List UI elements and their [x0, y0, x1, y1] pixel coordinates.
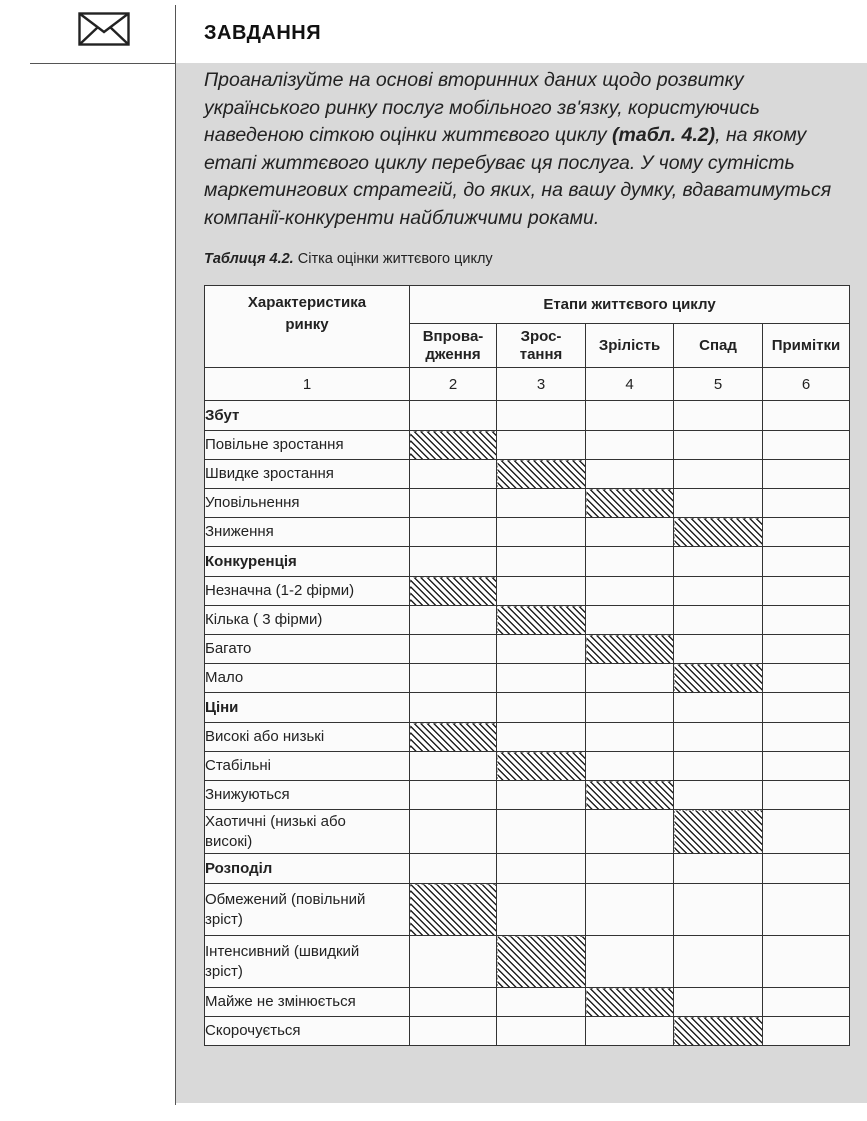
stage-cell: [497, 1017, 586, 1046]
stage-cell: [763, 781, 850, 810]
stage-cell: [763, 518, 850, 547]
empty-cell: [674, 401, 763, 431]
stage-cell: [497, 577, 586, 606]
stage-cell: [763, 988, 850, 1017]
stage-cell: [410, 489, 497, 518]
stage-cell: [763, 460, 850, 489]
hatched-stage-cell: [674, 1017, 763, 1046]
column-number: 4: [586, 368, 674, 401]
left-horizontal-rule: [30, 63, 175, 64]
section-title: Конкуренція: [205, 547, 410, 577]
row-label: Майже не змінюється: [205, 988, 410, 1017]
stage-cell: [410, 518, 497, 547]
task-text: [204, 67, 850, 232]
stage-cell: [586, 884, 674, 936]
hatched-stage-cell: [410, 723, 497, 752]
stage-cell: [674, 635, 763, 664]
empty-cell: [586, 693, 674, 723]
stage-cell: [763, 1017, 850, 1046]
row-label: Скорочується: [205, 1017, 410, 1046]
stage-cell: [586, 936, 674, 988]
stage-cell: [410, 988, 497, 1017]
stage-cell: [410, 810, 497, 854]
task-text-part-2: , на якому етапі життєвого циклу перебуває ця послуга. У чому сутність маркетингових стратегій, до яких, на вашу думку, вдаватимуться компанії-конкуренти найближчими роками.: [204, 124, 832, 229]
section-title: Розподіл: [205, 854, 410, 884]
empty-cell: [763, 854, 850, 884]
stage-cell: [674, 460, 763, 489]
stage-cell: [410, 1017, 497, 1046]
hatched-stage-cell: [586, 781, 674, 810]
lifecycle-grid-table: [204, 285, 850, 1046]
stage-cell: [586, 1017, 674, 1046]
stage-cell: [497, 884, 586, 936]
column-header-characteristic: Характеристика ринку: [205, 286, 410, 368]
task-text-part-1: Проаналізуйте на основі вторинних даних щодо розвитку українського ринку послуг мобільного зв'язку, користуючись наведеною сіткою оцінки життєвого циклу: [204, 69, 760, 146]
stage-cell: [674, 988, 763, 1017]
row-label: Незначна (1-2 фірми): [205, 577, 410, 606]
section-title: Ціни: [205, 693, 410, 723]
empty-cell: [410, 401, 497, 431]
stage-cell: [674, 431, 763, 460]
table-caption-text: Сітка оцінки життєвого циклу: [293, 251, 493, 267]
hatched-stage-cell: [586, 489, 674, 518]
hatched-stage-cell: [497, 460, 586, 489]
empty-cell: [674, 693, 763, 723]
column-number: 5: [674, 368, 763, 401]
row-label: Стабільні: [205, 752, 410, 781]
empty-cell: [410, 547, 497, 577]
stage-cell: [763, 577, 850, 606]
stage-cell: [497, 988, 586, 1017]
empty-cell: [586, 854, 674, 884]
stage-cell: [763, 936, 850, 988]
stage-cell: [674, 936, 763, 988]
task-table-reference: (табл. 4.2): [612, 124, 716, 146]
hatched-stage-cell: [497, 752, 586, 781]
stage-header: Примітки: [763, 324, 850, 368]
row-label: Багато: [205, 635, 410, 664]
empty-cell: [763, 547, 850, 577]
empty-cell: [674, 547, 763, 577]
hatched-stage-cell: [410, 431, 497, 460]
row-label: Інтенсивний (швидкий зріст): [205, 936, 410, 988]
stage-cell: [674, 577, 763, 606]
stage-cell: [410, 664, 497, 693]
empty-cell: [497, 854, 586, 884]
stage-cell: [497, 431, 586, 460]
row-label: Зниження: [205, 518, 410, 547]
row-label: Мало: [205, 664, 410, 693]
empty-cell: [410, 693, 497, 723]
row-label: Уповільнення: [205, 489, 410, 518]
stage-cell: [763, 489, 850, 518]
stage-header: Зрос-тання: [497, 324, 586, 368]
stage-cell: [497, 518, 586, 547]
stage-cell: [497, 635, 586, 664]
hatched-stage-cell: [674, 518, 763, 547]
stage-cell: [410, 606, 497, 635]
hatched-stage-cell: [497, 606, 586, 635]
stage-cell: [410, 460, 497, 489]
stage-cell: [497, 664, 586, 693]
stage-cell: [586, 664, 674, 693]
hatched-stage-cell: [586, 988, 674, 1017]
empty-cell: [497, 401, 586, 431]
stage-cell: [586, 752, 674, 781]
stage-cell: [586, 606, 674, 635]
empty-cell: [497, 547, 586, 577]
stage-cell: [763, 664, 850, 693]
table-caption: [204, 251, 493, 267]
stage-cell: [410, 752, 497, 781]
stage-cell: [674, 489, 763, 518]
table-caption-label: Таблиця 4.2.: [204, 251, 294, 267]
row-label: Кілька ( 3 фірми): [205, 606, 410, 635]
stage-cell: [586, 431, 674, 460]
stage-cell: [763, 752, 850, 781]
stage-cell: [674, 884, 763, 936]
empty-cell: [674, 854, 763, 884]
empty-cell: [497, 693, 586, 723]
hatched-stage-cell: [674, 810, 763, 854]
stage-cell: [763, 606, 850, 635]
hatched-stage-cell: [674, 664, 763, 693]
stage-cell: [763, 810, 850, 854]
stage-cell: [763, 723, 850, 752]
stage-cell: [497, 810, 586, 854]
row-label: Високі або низькі: [205, 723, 410, 752]
hatched-stage-cell: [410, 884, 497, 936]
stage-cell: [586, 810, 674, 854]
stage-cell: [674, 606, 763, 635]
stage-cell: [674, 723, 763, 752]
hatched-stage-cell: [410, 577, 497, 606]
stage-cell: [674, 781, 763, 810]
stage-cell: [586, 518, 674, 547]
section-heading: ЗАВДАННЯ: [204, 22, 322, 44]
column-number: 1: [205, 368, 410, 401]
empty-cell: [763, 693, 850, 723]
stage-cell: [586, 460, 674, 489]
stage-cell: [674, 752, 763, 781]
stage-cell: [497, 781, 586, 810]
envelope-icon: [78, 12, 130, 46]
column-number: 3: [497, 368, 586, 401]
stage-cell: [410, 936, 497, 988]
stage-cell: [763, 884, 850, 936]
stage-cell: [586, 723, 674, 752]
empty-cell: [586, 547, 674, 577]
stage-cell: [763, 635, 850, 664]
row-label: Хаотичні (низькі або високі): [205, 810, 410, 854]
stage-cell: [497, 489, 586, 518]
stage-cell: [410, 635, 497, 664]
row-label: Знижуються: [205, 781, 410, 810]
row-label: Швидке зростання: [205, 460, 410, 489]
section-title: Збут: [205, 401, 410, 431]
stage-cell: [497, 723, 586, 752]
hatched-stage-cell: [586, 635, 674, 664]
row-label: Обмежений (повільний зріст): [205, 884, 410, 936]
row-label: Повільне зростання: [205, 431, 410, 460]
stage-header: Зрілість: [586, 324, 674, 368]
stage-cell: [586, 577, 674, 606]
empty-cell: [763, 401, 850, 431]
hatched-stage-cell: [497, 936, 586, 988]
stage-cell: [763, 431, 850, 460]
empty-cell: [586, 401, 674, 431]
column-number: 2: [410, 368, 497, 401]
column-group-header: Етапи життєвого циклу: [410, 286, 850, 324]
empty-cell: [410, 854, 497, 884]
stage-header: Спад: [674, 324, 763, 368]
stage-cell: [410, 781, 497, 810]
column-number: 6: [763, 368, 850, 401]
stage-header: Впрова-дження: [410, 324, 497, 368]
